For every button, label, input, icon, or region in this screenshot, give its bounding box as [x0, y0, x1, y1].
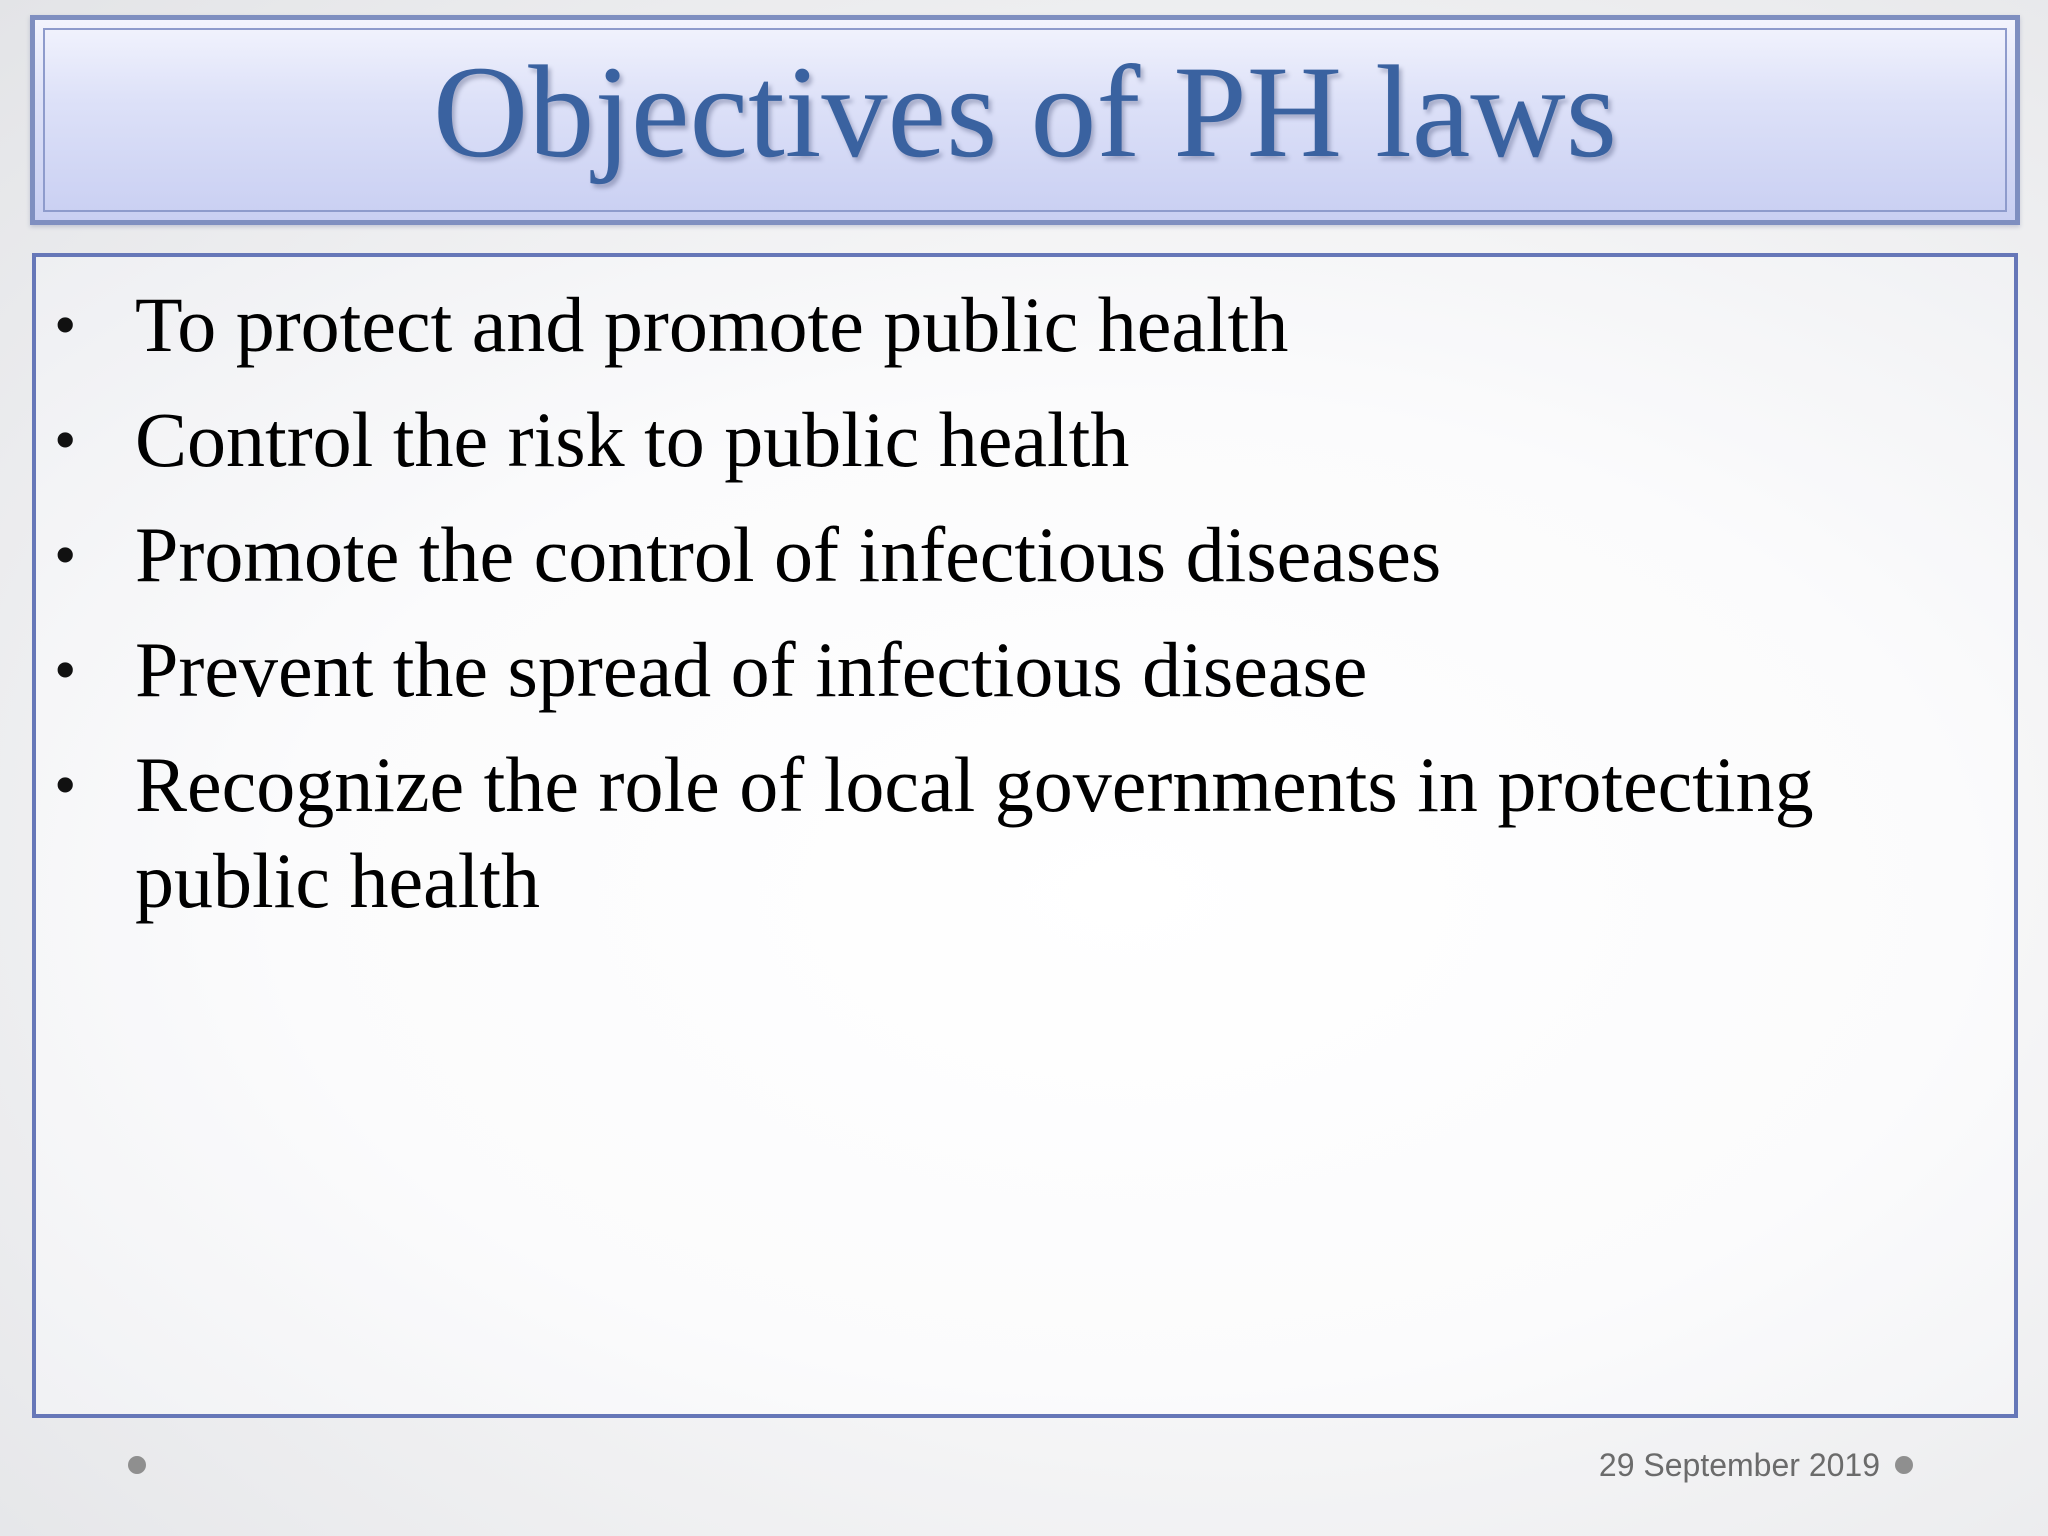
- bullet-item: [36, 622, 2014, 718]
- bullet-icon: •: [54, 289, 77, 360]
- bullet-text: Prevent the spread of infectious disease: [135, 626, 1368, 713]
- bullet-text: Promote the control of infectious diseases: [135, 511, 1442, 598]
- footer-left-dot-icon: [128, 1456, 146, 1474]
- bullet-icon: •: [54, 404, 77, 475]
- bullet-text: To protect and promote public health: [135, 281, 1289, 368]
- bullet-text: Control the risk to public health: [135, 396, 1130, 483]
- content-box: [32, 253, 2018, 1418]
- title-banner: [30, 15, 2020, 225]
- title-banner-inner-border: [43, 28, 2007, 212]
- bullet-icon: •: [54, 749, 77, 820]
- bullet-text: Recognize the role of local governments in protecting public health: [135, 741, 1814, 924]
- footer-right-dot-icon: [1895, 1456, 1913, 1474]
- bullet-list: [36, 277, 2014, 948]
- bullet-item: [36, 277, 2014, 373]
- bullet-item: [36, 737, 2014, 929]
- bullet-icon: •: [54, 634, 77, 705]
- footer-date: 29 September 2019: [1598, 1447, 1880, 1483]
- bullet-item: [36, 507, 2014, 603]
- slide-title: Objectives of PH laws: [432, 38, 1618, 185]
- bullet-icon: •: [54, 519, 77, 590]
- bullet-item: [36, 392, 2014, 488]
